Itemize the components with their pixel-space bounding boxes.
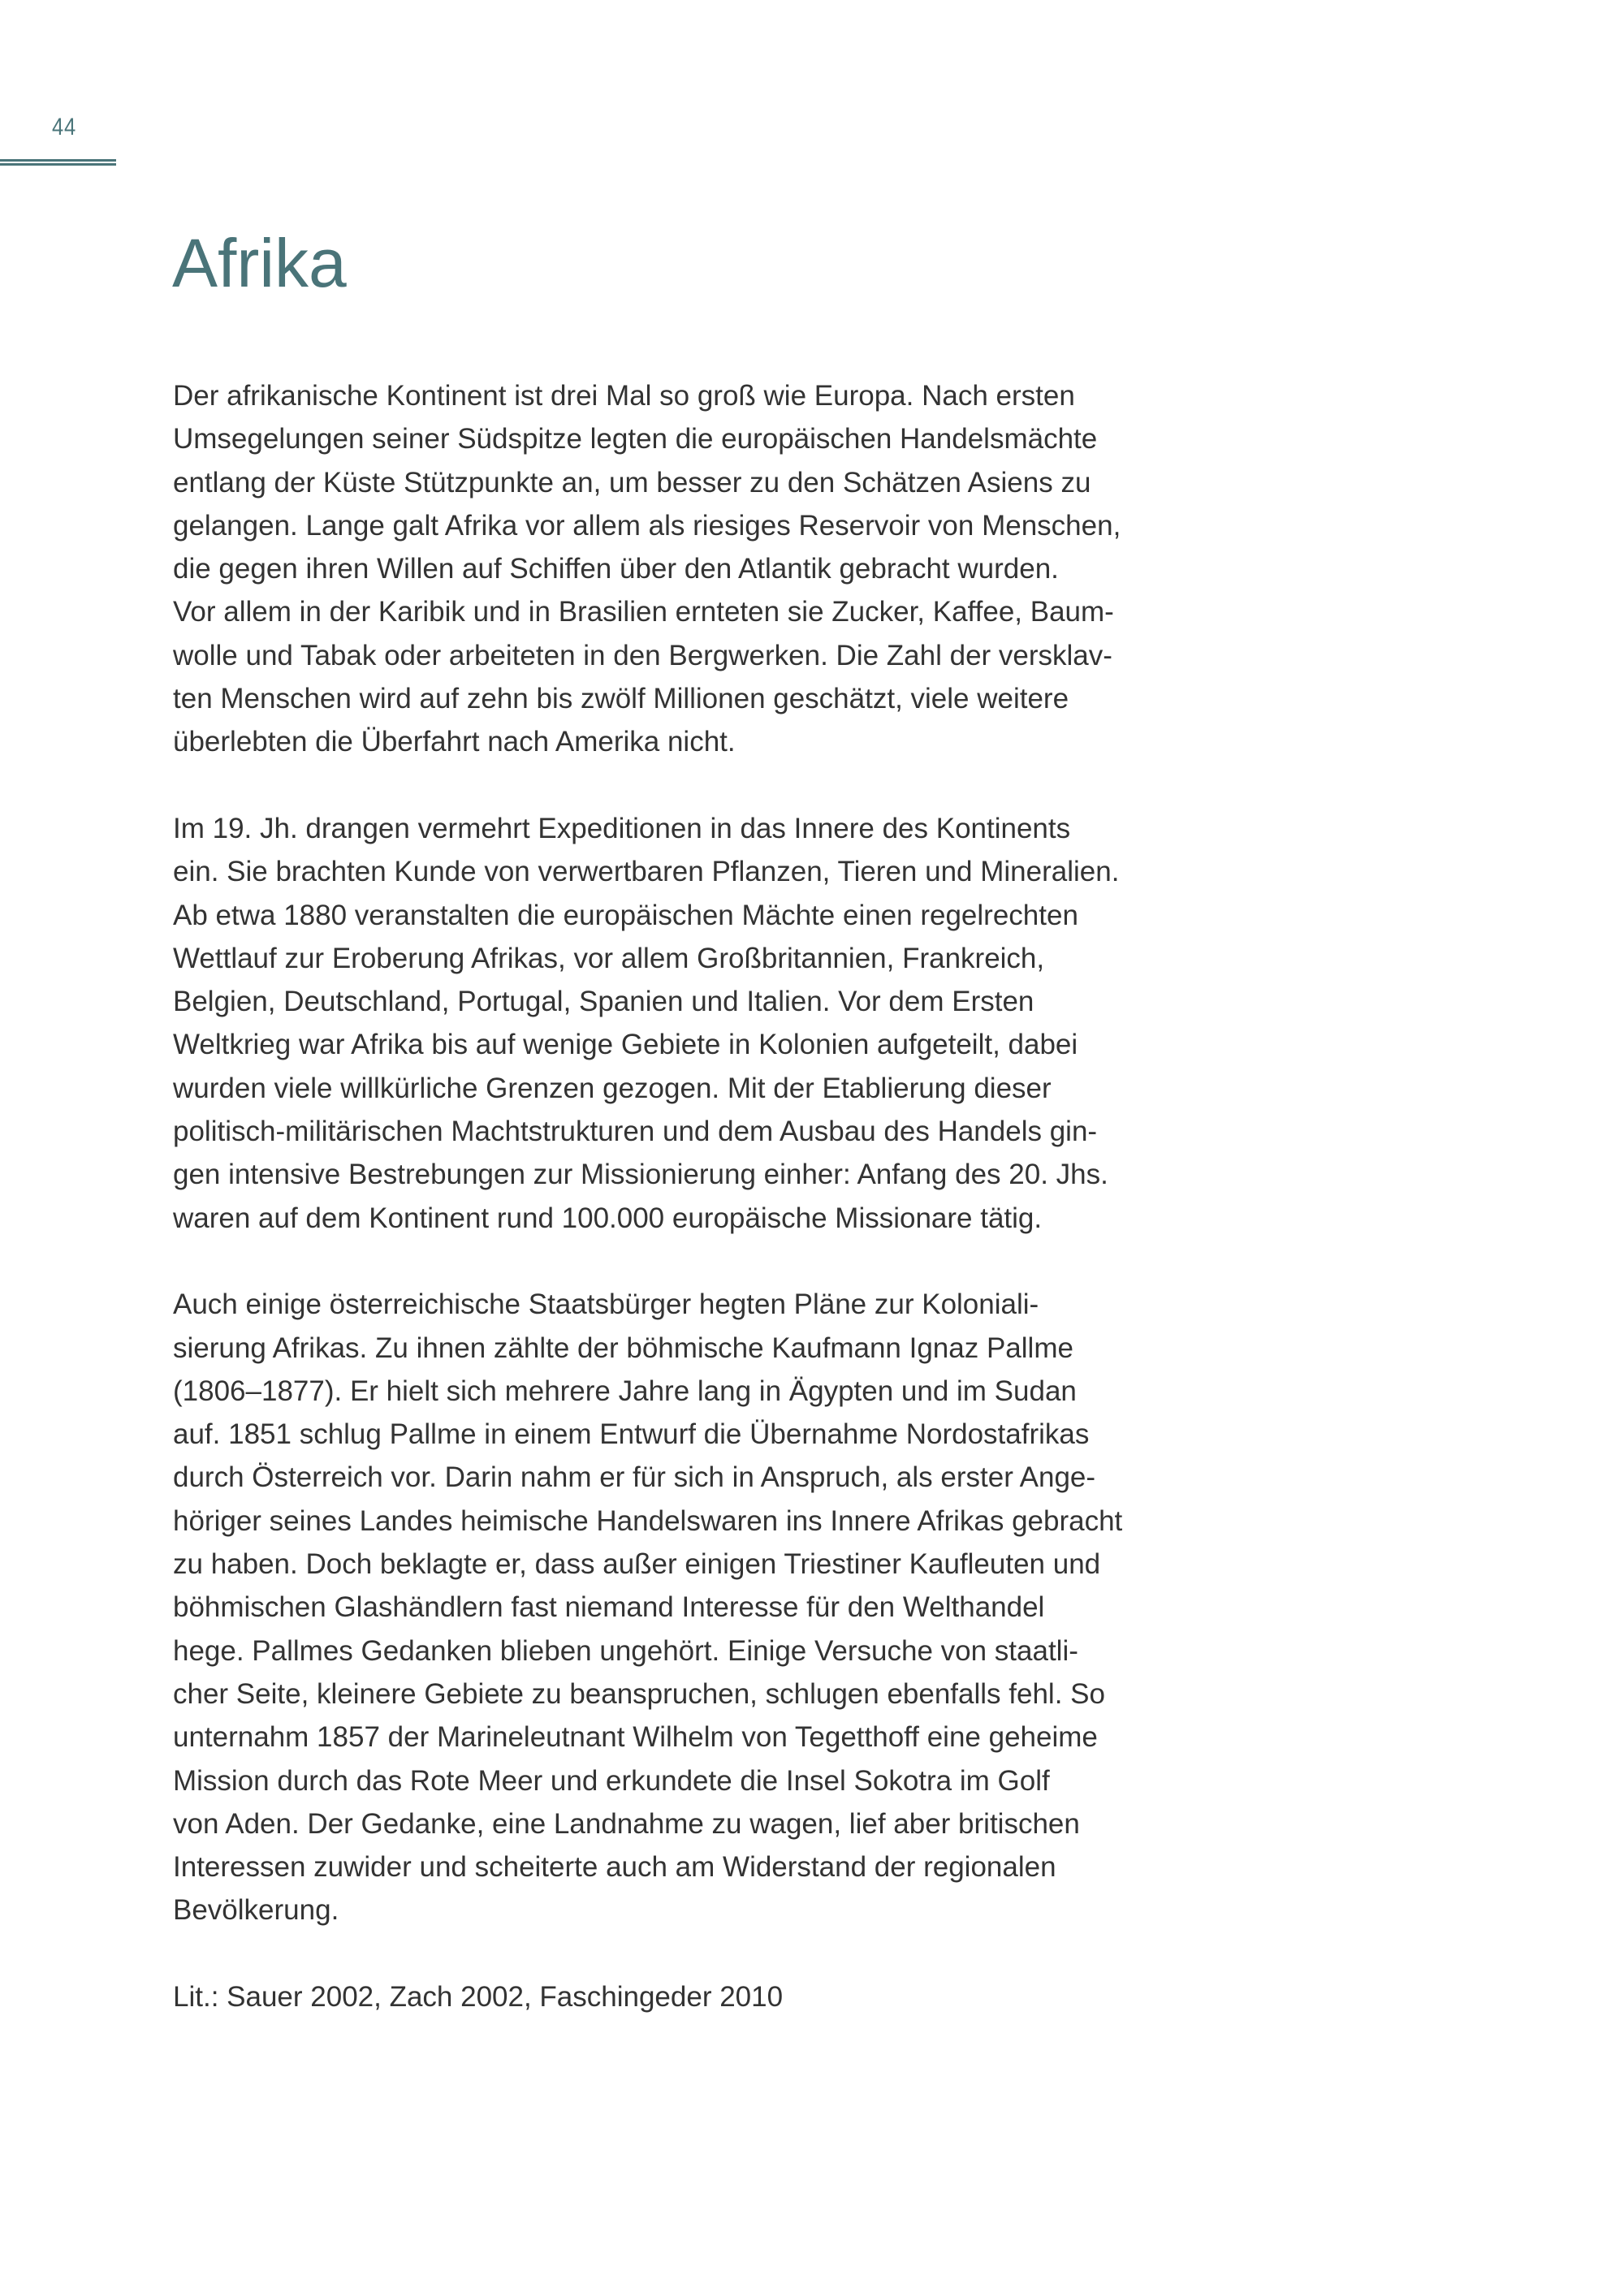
text-line: höriger seines Landes heimische Handelswaren ins Innere Afrikas gebracht	[173, 1504, 1123, 1537]
text-line: Der afrikanische Kontinent ist drei Mal so groß wie Europa. Nach ersten	[173, 380, 1075, 412]
text-line: waren auf dem Kontinent rund 100.000 europäische Missionare tätig.	[173, 1202, 1043, 1234]
text-line: Umsegelungen seiner Südspitze legten die europäischen Handelsmächte	[173, 423, 1098, 455]
paragraph	[173, 807, 1122, 1240]
paragraph	[173, 374, 1122, 764]
body-text	[173, 374, 1122, 2018]
text-line: zu haben. Doch beklagte er, dass außer einigen Triestiner Kaufleuten und	[173, 1548, 1101, 1581]
text-line: Wettlauf zur Eroberung Afrikas, vor allem Großbritannien, Frankreich,	[173, 942, 1045, 974]
text-line: Bevölkerung.	[173, 1894, 339, 1927]
text-line: ein. Sie brachten Kunde von verwertbaren Pflanzen, Tieren und Mineralien.	[173, 856, 1120, 888]
text-line: hege. Pallmes Gedanken blieben ungehört. Einige Versuche von staatli-	[173, 1634, 1078, 1667]
header-rule-divider	[0, 163, 116, 166]
text-line: überlebten die Überfahrt nach Amerika nicht.	[173, 726, 736, 758]
text-line: gelangen. Lange galt Afrika vor allem als riesiges Reservoir von Menschen,	[173, 509, 1121, 542]
text-line: Im 19. Jh. drangen vermehrt Expeditionen in das Innere des Kontinents	[173, 812, 1071, 844]
text-line: politisch-militärischen Machtstrukturen und dem Ausbau des Handels gin-	[173, 1116, 1098, 1148]
page-title: Afrika	[172, 225, 347, 301]
page-number: 44	[52, 114, 77, 140]
text-line: die gegen ihren Willen auf Schiffen über den Atlantik gebracht wurden.	[173, 553, 1059, 585]
text-line: Vor allem in der Karibik und in Brasilien ernteten sie Zucker, Kaffee, Baum-	[173, 596, 1114, 628]
text-line: Mission durch das Rote Meer und erkundete die Insel Sokotra im Golf	[173, 1764, 1050, 1797]
text-line: auf. 1851 schlug Pallme in einem Entwurf die Übernahme Nordostafrikas	[173, 1418, 1090, 1451]
text-line: Belgien, Deutschland, Portugal, Spanien und Italien. Vor dem Ersten	[173, 986, 1034, 1018]
text-line: durch Österreich vor. Darin nahm er für sich in Anspruch, als erster Ange-	[173, 1461, 1096, 1494]
text-line: wurden viele willkürliche Grenzen gezogen. Mit der Etablierung dieser	[173, 1072, 1052, 1104]
text-line: wolle und Tabak oder arbeiteten in den Bergwerken. Die Zahl der versklav-	[173, 639, 1112, 671]
text-line: entlang der Küste Stützpunkte an, um besser zu den Schätzen Asiens zu	[173, 466, 1091, 499]
text-line: unternahm 1857 der Marineleutnant Wilhelm von Tegetthoff eine geheime	[173, 1721, 1098, 1754]
text-line: Ab etwa 1880 veranstalten die europäischen Mächte einen regelrechten	[173, 899, 1078, 931]
text-line: ten Menschen wird auf zehn bis zwölf Millionen geschätzt, viele weitere	[173, 683, 1069, 715]
text-line: sierung Afrikas. Zu ihnen zählte der böhmische Kaufmann Ignaz Pallme	[173, 1332, 1073, 1364]
text-line: Auch einige österreichische Staatsbürger hegten Pläne zur Koloniali-	[173, 1288, 1039, 1321]
text-line: böhmischen Glashändlern fast niemand Interesse für den Welthandel	[173, 1591, 1045, 1624]
text-line: cher Seite, kleinere Gebiete zu beanspruchen, schlugen ebenfalls fehl. So	[173, 1677, 1105, 1710]
paragraph	[173, 1283, 1122, 1932]
text-line: Interessen zuwider und scheiterte auch am Widerstand der regionalen	[173, 1851, 1056, 1884]
text-line: gen intensive Bestrebungen zur Missionierung einher: Anfang des 20. Jhs.	[173, 1159, 1108, 1191]
header-rule-divider	[0, 159, 116, 162]
literature-reference: Lit.: Sauer 2002, Zach 2002, Faschingeder 2010	[173, 1980, 784, 2013]
text-line: von Aden. Der Gedanke, eine Landnahme zu wagen, lief aber britischen	[173, 1807, 1080, 1840]
text-line: (1806–1877). Er hielt sich mehrere Jahre lang in Ägypten und im Sudan	[173, 1375, 1077, 1407]
text-line: Weltkrieg war Afrika bis auf wenige Gebiete in Kolonien aufgeteilt, dabei	[173, 1029, 1078, 1061]
